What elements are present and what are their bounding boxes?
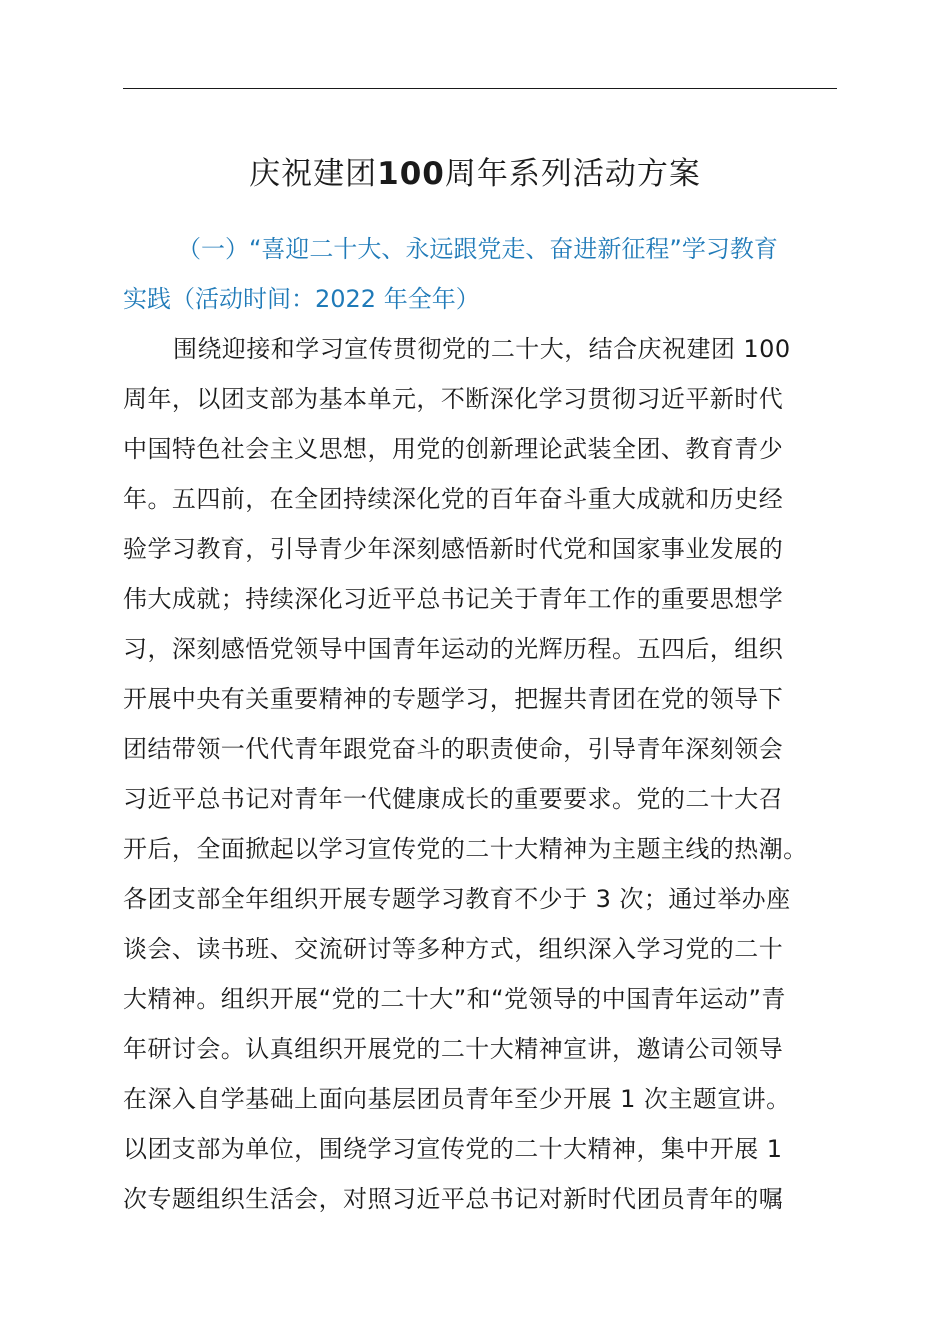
body-line: 各团支部全年组织开展专题学习教育不少于 3 次；通过举办座 xyxy=(123,885,791,913)
body-line: 周年，以团支部为基本单元，不断深化学习贯彻习近平新时代 xyxy=(123,385,784,413)
body-line: 次专题组织生活会，对照习近平总书记对新时代团员青年的嘱 xyxy=(123,1185,784,1213)
body-line: 谈会、读书班、交流研讨等多种方式，组织深入学习党的二十 xyxy=(123,935,784,963)
body-line: 大精神。组织开展“党的二十大”和“党领导的中国青年运动”青 xyxy=(123,985,786,1013)
body-line: 验学习教育，引导青少年深刻感悟新时代党和国家事业发展的 xyxy=(123,535,784,563)
header-rule xyxy=(123,88,837,89)
title-number: 100 xyxy=(377,156,445,192)
title-suffix: 周年系列活动方案 xyxy=(444,156,701,192)
section-heading-line-1: （一）“喜迎二十大、永远跟党走、奋进新征程”学习教育 xyxy=(177,235,778,263)
body-line: 年研讨会。认真组织开展党的二十大精神宣讲，邀请公司领导 xyxy=(123,1035,784,1063)
body-line: 围绕迎接和学习宣传贯彻党的二十大，结合庆祝建团 100 xyxy=(173,335,791,363)
body-line: 中国特色社会主义思想，用党的创新理论武装全团、教育青少 xyxy=(123,435,784,463)
title-prefix: 庆祝建团 xyxy=(249,156,378,192)
body-line: 习，深刻感悟党领导中国青年运动的光辉历程。五四后，组织 xyxy=(123,635,784,663)
body-line: 年。五四前，在全团持续深化党的百年奋斗重大成就和历史经 xyxy=(123,485,784,513)
section-heading-line-2: 实践（活动时间：2022 年全年） xyxy=(123,285,480,313)
body-line: 在深入自学基础上面向基层团员青年至少开展 1 次主题宣讲。 xyxy=(123,1085,791,1113)
body-line: 开展中央有关重要精神的专题学习，把握共青团在党的领导下 xyxy=(123,685,784,713)
document-title xyxy=(0,150,950,198)
body-line: 伟大成就；持续深化习近平总书记关于青年工作的重要思想学 xyxy=(123,585,784,613)
body-line: 开后，全面掀起以学习宣传党的二十大精神为主题主线的热潮。 xyxy=(123,835,808,863)
body-line: 习近平总书记对青年一代健康成长的重要要求。党的二十大召 xyxy=(123,785,784,813)
body-line: 以团支部为单位，围绕学习宣传党的二十大精神，集中开展 1 xyxy=(123,1135,783,1163)
body-line: 团结带领一代代青年跟党奋斗的职责使命，引导青年深刻领会 xyxy=(123,735,784,763)
